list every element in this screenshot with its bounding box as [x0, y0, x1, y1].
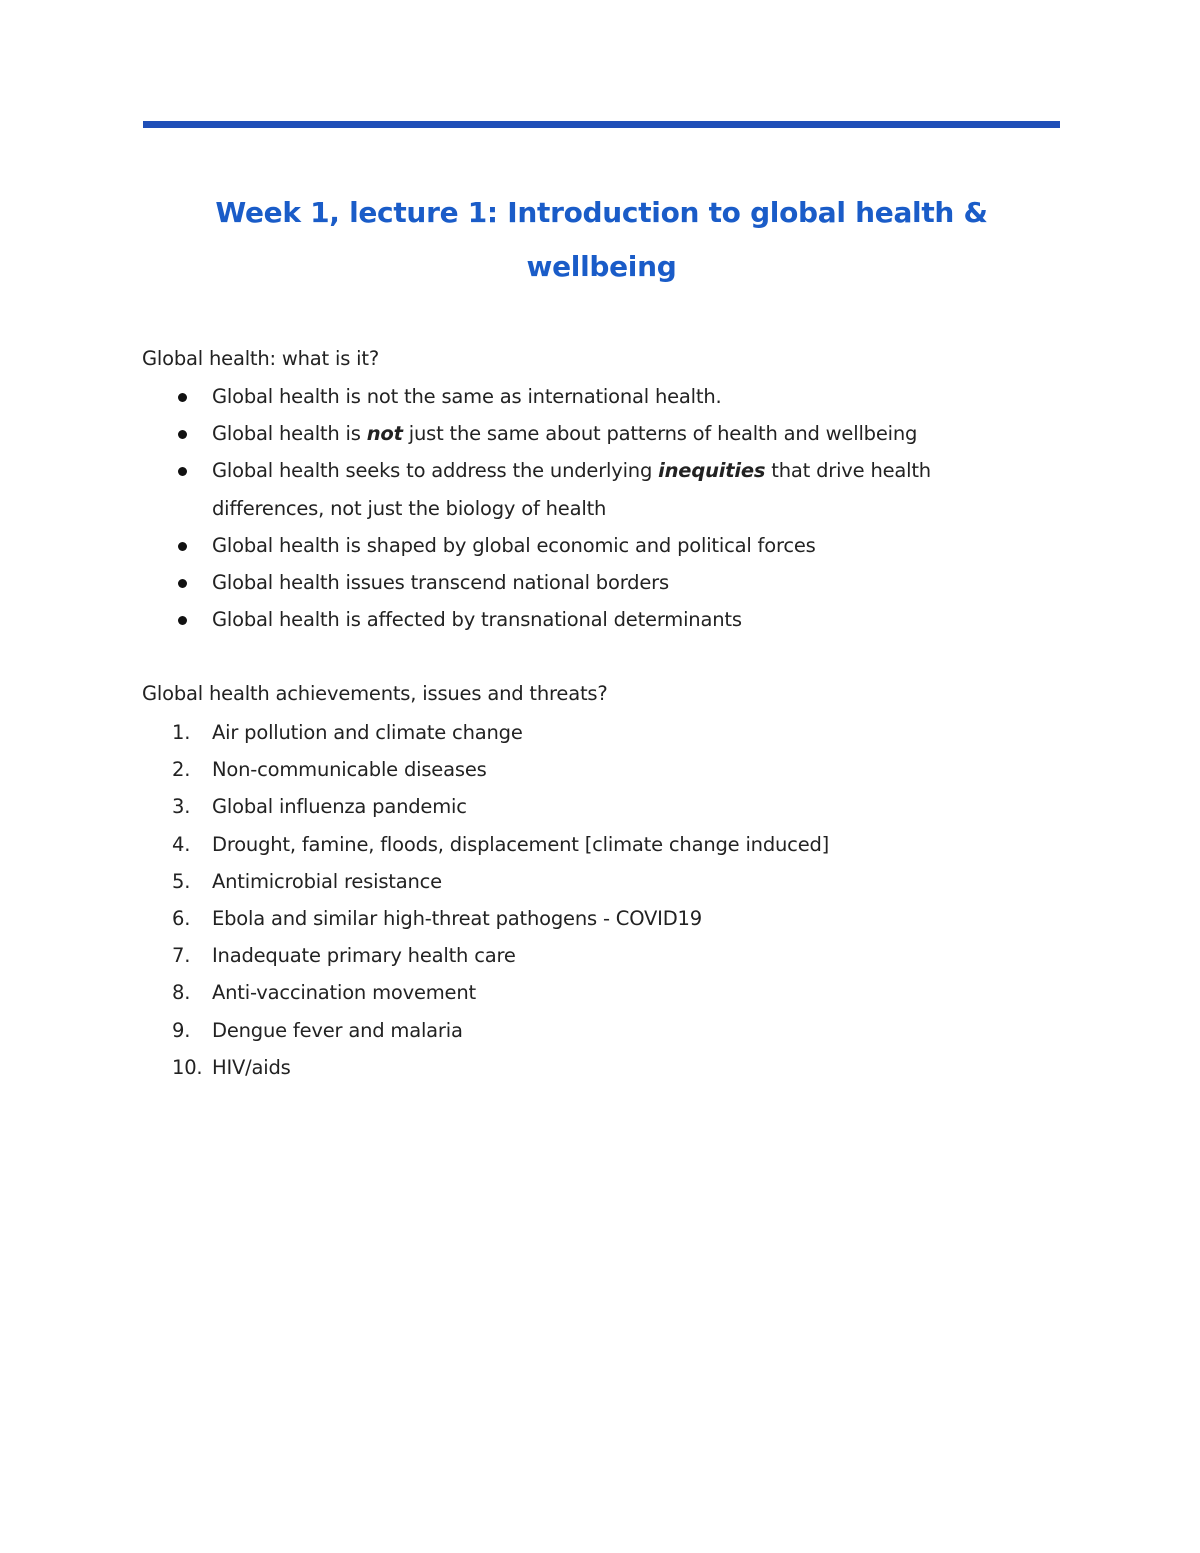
- list-item: [142, 415, 1022, 452]
- list-item-text: Ebola and similar high-threat pathogens - COVID19: [212, 907, 702, 931]
- list-number: 6.: [172, 907, 191, 931]
- title-line-1: Week 1, lecture 1: Introduction to global health &: [215, 196, 988, 229]
- list-item: [142, 900, 1022, 937]
- list-item: [142, 863, 1022, 900]
- list-item-text: differences, not just the biology of health: [212, 496, 607, 520]
- list-item-text: Antimicrobial resistance: [212, 869, 442, 893]
- list-item: [142, 1049, 1022, 1086]
- list-item: [142, 751, 1022, 788]
- list-number: 10.: [172, 1055, 203, 1079]
- list-item: [142, 378, 1022, 415]
- list-item: [142, 1012, 1022, 1049]
- list-item: [142, 974, 1022, 1011]
- list-item-text: Inadequate primary health care: [212, 944, 516, 968]
- bullet-icon: [178, 467, 187, 476]
- list-item-text: Anti-vaccination movement: [212, 981, 476, 1005]
- page-title: [143, 186, 1060, 294]
- list-item: [142, 937, 1022, 974]
- list-item: [142, 452, 1022, 489]
- bullet-list: [142, 378, 1022, 638]
- list-item-text: Air pollution and climate change: [212, 721, 523, 744]
- list-item-emphasis: inequities: [658, 459, 766, 483]
- list-number: 5.: [172, 869, 191, 893]
- bullet-icon: [178, 616, 187, 625]
- list-item-continuation: [142, 490, 1022, 527]
- bullet-icon: [178, 393, 187, 402]
- list-item: [142, 788, 1022, 825]
- list-item-text: Global health issues transcend national borders: [212, 571, 669, 595]
- list-item-text: Global health is not the same as international health.: [212, 385, 722, 408]
- list-item-text-post: just the same about patterns of health and wellbeing: [402, 422, 918, 446]
- numbered-list: [142, 714, 1022, 1086]
- list-item-emphasis: not: [366, 422, 403, 446]
- section-heading-threats: Global health achievements, issues and threats?: [142, 682, 608, 705]
- list-item-text: Global health is shaped by global economic and political forces: [212, 533, 816, 557]
- list-item: [142, 826, 1022, 863]
- title-line-2: wellbeing: [526, 250, 677, 283]
- list-item: [142, 601, 1022, 638]
- list-number: 3.: [172, 795, 191, 819]
- list-item: [142, 714, 1022, 751]
- bullet-icon: [178, 579, 187, 588]
- list-number: 1.: [172, 721, 191, 744]
- list-number: 9.: [172, 1018, 191, 1042]
- list-item-text: Drought, famine, floods, displacement [climate change induced]: [212, 832, 830, 856]
- list-item-text: HIV/aids: [212, 1055, 291, 1079]
- bullet-icon: [178, 542, 187, 551]
- list-item-text-pre: Global health is: [212, 422, 367, 446]
- header-rule: [143, 121, 1060, 128]
- list-number: 2.: [172, 758, 191, 782]
- list-item-text: Dengue fever and malaria: [212, 1018, 463, 1042]
- list-number: 7.: [172, 944, 191, 968]
- section-heading-what-is-it: Global health: what is it?: [142, 347, 379, 370]
- list-item-text: Non-communicable diseases: [212, 758, 487, 782]
- list-item-text-post: that drive health: [765, 459, 931, 483]
- list-item-text: Global influenza pandemic: [212, 795, 467, 819]
- list-item: [142, 564, 1022, 601]
- list-item-text-pre: Global health seeks to address the underlying: [212, 459, 659, 483]
- list-item: [142, 527, 1022, 564]
- list-number: 4.: [172, 832, 191, 856]
- bullet-icon: [178, 430, 187, 439]
- list-item-text: Global health is affected by transnational determinants: [212, 608, 742, 632]
- list-number: 8.: [172, 981, 191, 1005]
